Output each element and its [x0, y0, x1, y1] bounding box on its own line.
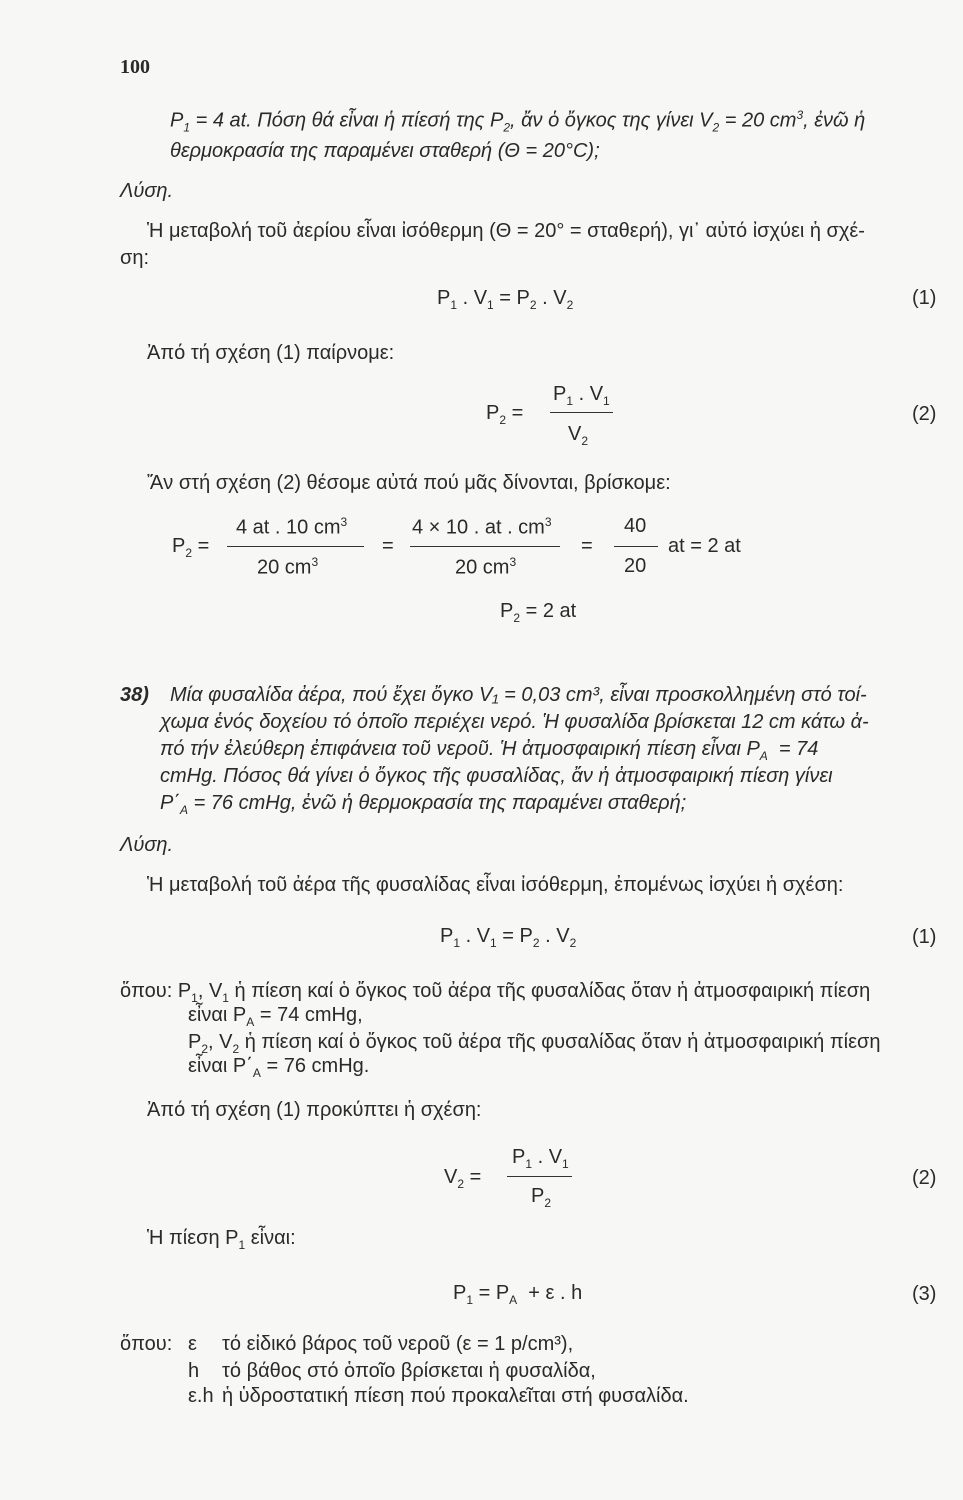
equation-2-lhs: $V_2$ = — [444, 1166, 482, 1191]
problem-38-number: 38) — [120, 684, 149, 706]
equation-2-lhs: $P_2$ = — [486, 402, 524, 427]
definition-line: εἶναι $P_A = 74$ cmHg, — [188, 1004, 363, 1029]
definition-symbol: ε.h — [188, 1385, 214, 1407]
equals-sign: = — [382, 535, 394, 557]
equals-sign: = — [581, 535, 593, 557]
definition-line: εἶναι $P΄_A = 76$ cmHg. — [188, 1055, 370, 1080]
equation-number: (1) — [912, 287, 937, 309]
fraction-numerator: $P_1$ . $V_1$ — [512, 1146, 569, 1171]
equation-1: $P_1$ . $V_1 = P_2$ . $V_2$ — [437, 287, 574, 312]
fraction-numerator: $P_1$ . $V_1$ — [553, 383, 610, 408]
definition-label: ὅπου: — [120, 1333, 173, 1355]
fraction-numerator: 4 × 10 . at . $cm^3$ — [412, 515, 552, 539]
definition-text: τό εἰδικό βάρος τοῦ νεροῦ (ε = 1 p/cm³), — [222, 1333, 574, 1355]
fraction-denominator: $V_2$ — [568, 423, 589, 448]
text-paragraph: Ἡ μεταβολή τοῦ ἀέρα τῆς φυσαλίδας εἶναι ἰσόθερμη, ἐπομένως ἰσχύει ἡ σχέση: — [147, 874, 844, 896]
problem-38-line-4: cmHg. Πόσος θά γίνει ὁ ὄγκος τῆς φυσαλίδας, ἄν ἡ ἀτμοσφαιρική πίεση γίνει — [160, 765, 833, 787]
equation-number: (2) — [912, 1167, 937, 1189]
definition-symbol: ε — [188, 1333, 197, 1355]
problem-37-line-2: θερμοκρασία της παραμένει σταθερή (Θ = 20°C); — [170, 140, 600, 162]
result: $P_2 = 2$ at — [500, 600, 577, 625]
equation-1: $P_1$ . $V_1 = P_2$ . $V_2$ — [440, 925, 577, 950]
text-paragraph: Ἡ πίεση $P_1$ εἶναι: — [147, 1227, 296, 1252]
equation-3: $P_1 = P_A + \varepsilon$ . h — [453, 1282, 583, 1307]
fraction-numerator: 40 — [624, 515, 647, 537]
equation-number: (3) — [912, 1283, 937, 1305]
fraction-numerator: 4 at . 10 $cm^3$ — [236, 515, 348, 539]
definition-text: τό βάθος στό ὁποῖο βρίσκεται ἡ φυσαλίδα, — [222, 1360, 596, 1382]
fraction-bar — [550, 412, 613, 413]
fraction-denominator: 20 $cm^3$ — [455, 555, 517, 579]
text-paragraph: ση: — [120, 247, 150, 269]
fraction-denominator: 20 — [624, 555, 647, 577]
problem-38-line-2: χωμα ἑνός δοχείου τό ὁποῖο περιέχει νερό. Ἡ φυσαλίδα βρίσκεται 12 cm κάτω ἀ- — [160, 711, 869, 733]
equation-number: (1) — [912, 926, 937, 948]
fraction-bar — [614, 546, 658, 547]
definition-line: $P_2$, $V_2$ ἡ πίεση καί ὁ ὄγκος τοῦ ἀέρα τῆς φυσαλίδας ὅταν ἡ ἀτμοσφαιρική πίεση — [188, 1031, 881, 1056]
solution-label: Λύση. — [120, 180, 174, 202]
problem-37-line-1: $P_1 = 4$ at. Πόση θά εἶναι ἡ πίεσή της $P_2$, ἄν ὁ ὄγκος της γίνει $V_2 = 20$ $cm^3$, ἐνῶ ἡ — [170, 108, 866, 135]
definition-text: ἡ ὑδροστατική πίεση πού προκαλεῖται στή φυσαλίδα. — [222, 1385, 689, 1407]
text-paragraph: Ἄν στή σχέση (2) θέσομε αὐτά πού μᾶς δίνονται, βρίσκομε: — [147, 472, 671, 494]
problem-38-line-3: πό τήν ἐλεύθερη ἐπιφάνεια τοῦ νεροῦ. Ἡ ἀτμοσφαιρική πίεση εἶναι $P_A = 74$ — [160, 738, 819, 763]
text-paragraph: Ἀπό τή σχέση (1) παίρνομε: — [147, 342, 395, 364]
text-paragraph: Ἀπό τή σχέση (1) προκύπτει ἡ σχέση: — [147, 1099, 482, 1121]
page-number: 100 — [120, 56, 150, 78]
definition-line: ὅπου: $P_1$, $V_1$ ἡ πίεση καί ὁ ὄγκος τοῦ ἀέρα τῆς φυσαλίδας ὅταν ἡ ἀτμοσφαιρική πίεση — [120, 980, 871, 1005]
fraction-denominator: 20 $cm^3$ — [257, 555, 319, 579]
problem-38-line-1: Μία φυσαλίδα ἀέρα, πού ἔχει ὄγκο V₁ = 0,03 cm³, εἶναι προσκολλημένη στό τοί- — [170, 684, 867, 706]
problem-38-line-5: $P΄_A = 76$ cmHg, ἐνῶ ἡ θερμοκρασία της παραμένει σταθερή; — [160, 792, 687, 817]
solution-label: Λύση. — [120, 834, 174, 856]
fraction-denominator: $P_2$ — [531, 1185, 552, 1210]
calc-result-tail: at = 2 at — [668, 535, 741, 557]
definition-symbol: h — [188, 1360, 200, 1382]
text-paragraph: Ἡ μεταβολή τοῦ ἀερίου εἶναι ἰσόθερμη (Θ = 20° = σταθερή), γι᾽ αὐτό ἰσχύει ἡ σχέ- — [147, 220, 865, 242]
calc-lhs: $P_2$ = — [172, 535, 210, 560]
fraction-bar — [507, 1176, 572, 1177]
fraction-bar — [227, 546, 364, 547]
equation-number: (2) — [912, 403, 937, 425]
fraction-bar — [410, 546, 560, 547]
